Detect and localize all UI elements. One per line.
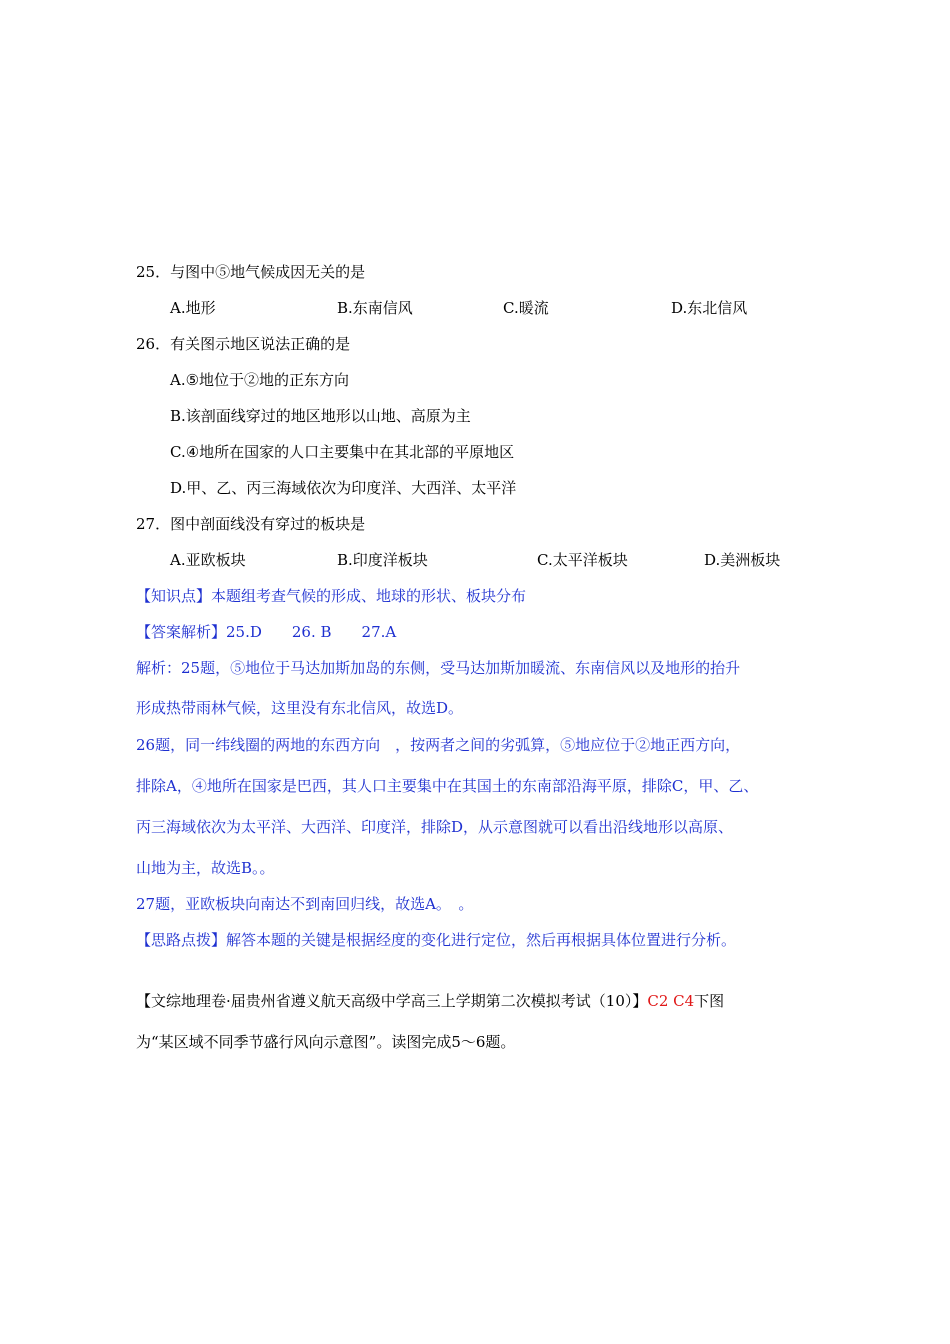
q26-option-a: A.⑤地位于②地的正东方向 (170, 371, 350, 389)
header-tail: 下图 (694, 992, 725, 1010)
q26-stem: 26．有关图示地区说法正确的是 (136, 335, 351, 353)
topic-codes: C2 C4 (647, 992, 695, 1010)
analysis-line: 排除A，④地所在国家是巴西，其人口主要集中在其国土的东南部沿海平原，排除C，甲、乙、 (136, 777, 759, 795)
next-question-header (136, 991, 724, 1011)
q27-option-a: A.亚欧板块 (170, 551, 246, 569)
q27-option-d: D.美洲板块 (704, 551, 781, 569)
analysis-line: 山地为主，故选B。。 (136, 859, 275, 877)
analysis-line: 26题，同一纬线圈的两地的东西方向 ，按两者之间的劣弧算，⑤地应位于②地正西方向， (136, 736, 741, 754)
q26-option-c: C.④地所在国家的人口主要集中在其北部的平原地区 (170, 443, 515, 461)
analysis-line: 解析：25题，⑤地位于马达加斯加岛的东侧，受马达加斯加暖流、东南信风以及地形的抬升 (136, 659, 741, 677)
analysis-line: 丙三海域依次为太平洋、大西洋、印度洋，排除D，从示意图就可以看出沿线地形以高原、 (136, 818, 734, 836)
thinking-tip: 【思路点拨】解答本题的关键是根据经度的变化进行定位，然后再根据具体位置进行分析。 (136, 931, 737, 949)
q26-option-d: D.甲、乙、丙三海域依次为印度洋、大西洋、太平洋 (170, 479, 517, 497)
q25-stem: 25．与图中⑤地气候成因无关的是 (136, 263, 366, 281)
q26-option-b: B.该剖面线穿过的地区地形以山地、高原为主 (170, 407, 471, 425)
answer-summary: 【答案解析】25.D 26. B 27.A (136, 623, 397, 641)
analysis-line: 形成热带雨林气候，这里没有东北信风，故选D。 (136, 699, 464, 717)
analysis-line: 27题，亚欧板块向南达不到南回归线，故选A。 。 (136, 895, 474, 913)
q27-option-b: B.印度洋板块 (337, 551, 428, 569)
q25-option-b: B.东南信风 (337, 299, 413, 317)
q25-option-d: D.东北信风 (671, 299, 748, 317)
knowledge-point: 【知识点】本题组考查气候的形成、地球的形状、板块分布 (136, 587, 527, 605)
q27-option-c: C.太平洋板块 (537, 551, 628, 569)
next-question-instruction: 为“某区域不同季节盛行风向示意图”。读图完成5～6题。 (136, 1033, 516, 1051)
exam-source: 【文综地理卷·届贵州省遵义航天高级中学高三上学期第二次模拟考试（10）】 (136, 992, 648, 1010)
q25-option-a: A.地形 (170, 299, 216, 317)
q25-option-c: C.暖流 (503, 299, 549, 317)
q27-stem: 27．图中剖面线没有穿过的板块是 (136, 515, 366, 533)
